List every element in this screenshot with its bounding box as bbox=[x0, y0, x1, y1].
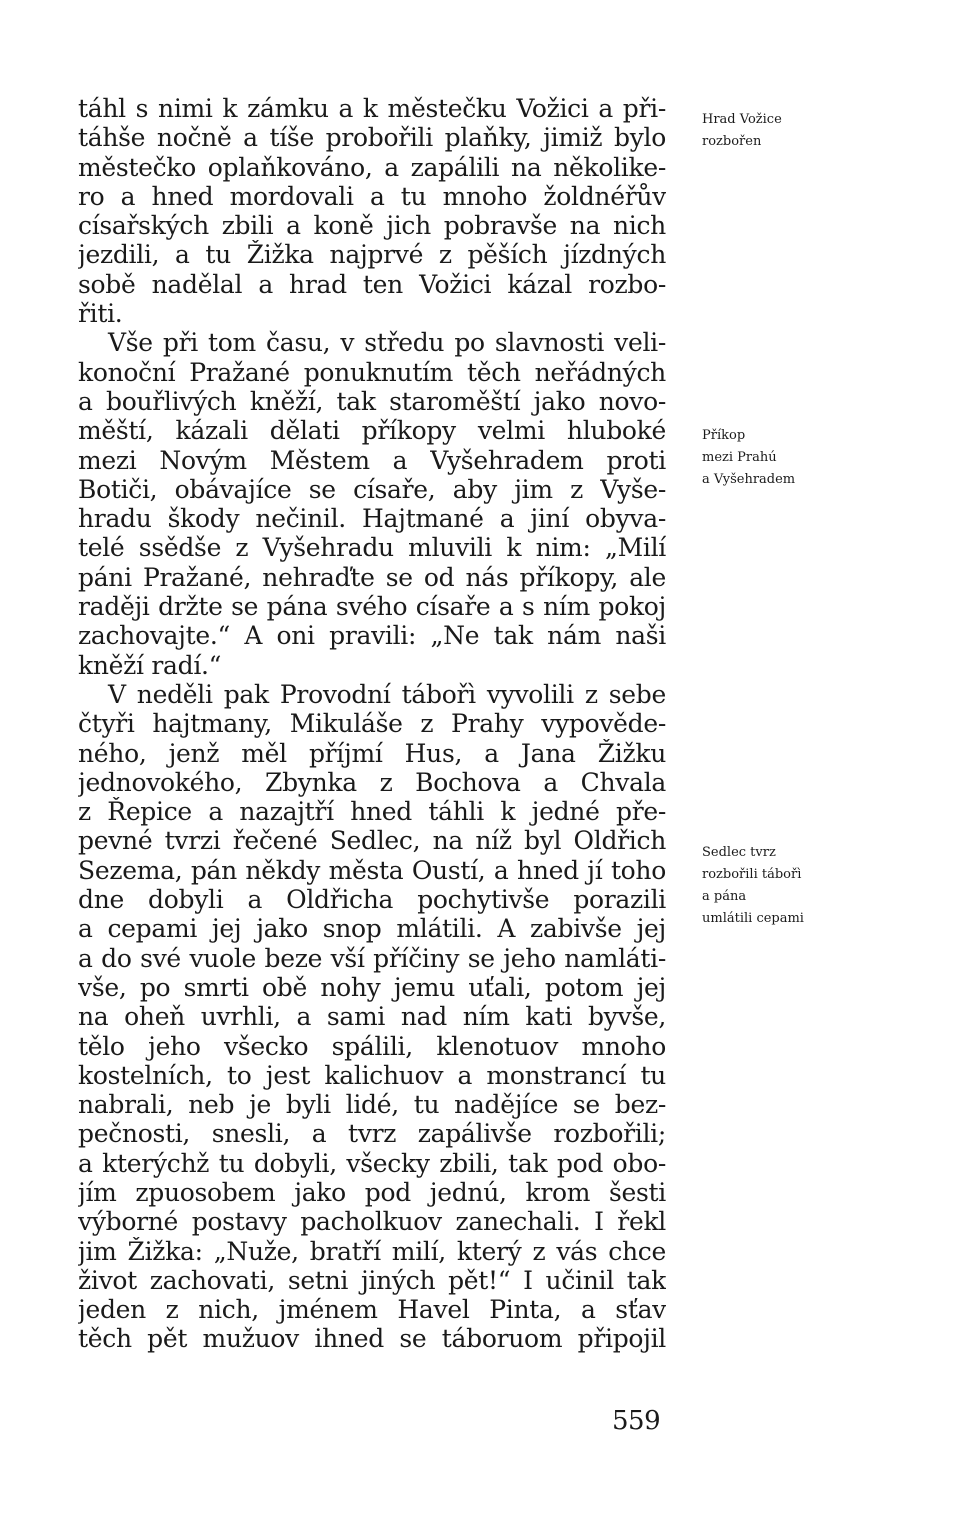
margin-note-line: rozbořen bbox=[702, 134, 762, 149]
margin-note-line: Příkop bbox=[702, 428, 746, 443]
text-line: V neděli pak Provodní tábořì vyvolili z sebe bbox=[108, 679, 666, 709]
text-line: císařských zbili a koně jich pobravše na nich bbox=[78, 211, 666, 241]
text-line: pevné tvrzi řečené Sedlec, na níž byl Oldřich bbox=[78, 826, 666, 856]
text-line: nabrali, neb je byli lidé, tu nadějíce se bez- bbox=[78, 1090, 666, 1120]
text-line: jím zpuosobem jako pod jednú, krom šesti bbox=[78, 1177, 666, 1207]
text-line: řiti. bbox=[78, 299, 123, 329]
margin-note-line: Sedlec tvrz bbox=[702, 845, 776, 860]
text-line: na oheň uvrhli, a sami nad ním kati byvše, bbox=[78, 1002, 666, 1032]
text-line: zachovajte.“ A oni pravili: „Ne tak nám naši bbox=[78, 621, 666, 651]
text-line: jezdili, a tu Žižka najprvé z pěších jízdných bbox=[78, 240, 666, 270]
page-number: 559 bbox=[612, 1406, 661, 1436]
margin-note-sedlec bbox=[702, 842, 902, 930]
margin-note-line: a Vyšehradem bbox=[702, 472, 796, 487]
text-line: pečnosti, snesli, a tvrz zapálivše rozbořili; bbox=[78, 1119, 666, 1149]
text-line: a cepami jej jako snop mlátili. A zabivše jej bbox=[78, 914, 666, 944]
text-line: telé ssědše z Vyšehradu mluvili k nim: „Milí bbox=[78, 533, 666, 563]
text-line: jednovokého, Zbynka z Bochova a Chvala bbox=[78, 767, 666, 797]
text-line: tělo jeho všecko spálili, klenotuov mnoho bbox=[78, 1031, 666, 1061]
text-line: Sezema, pán někdy města Oustí, a hned jí toho bbox=[78, 855, 666, 885]
text-line: výborné postavy pacholkuov zanechali. I řekl bbox=[78, 1207, 666, 1237]
text-line: ro a hned mordovali a tu mnoho žoldnéřův bbox=[78, 181, 666, 211]
text-line: raději držte se pána svého císaře a s ním pokoj bbox=[78, 592, 666, 622]
text-line: a kterýchž tu dobyli, všecky zbili, tak pod obo- bbox=[78, 1148, 666, 1178]
text-line: kněží radí.“ bbox=[78, 650, 222, 680]
text-line: konoční Pražané ponuknutím těch neřádných bbox=[78, 357, 666, 387]
margin-note-line: umlátili cepami bbox=[702, 911, 804, 926]
text-line: sobě nadělal a hrad ten Vožici kázal rozbo- bbox=[78, 269, 666, 299]
text-line: čtyři hajtmany, Mikuláše z Prahy vypověde- bbox=[78, 709, 666, 739]
text-line: Vše při tom času, v středu po slavnosti veli- bbox=[108, 328, 666, 358]
text-line: a bouřlivých kněží, tak staroměští jako novo- bbox=[78, 386, 666, 416]
text-line: Botiči, obávajíce se císaře, aby jim z Vyše- bbox=[78, 474, 666, 504]
text-line: měští, kázali dělati příkopy velmi hluboké bbox=[78, 416, 666, 446]
text-line: jim Žižka: „Nuže, bratří milí, který z vás chce bbox=[78, 1236, 666, 1266]
margin-note-line: Hrad Vožice bbox=[702, 112, 782, 127]
margin-note-line: rozbořili tábořì bbox=[702, 867, 802, 882]
margin-note-vozice bbox=[702, 109, 902, 153]
text-line: táhše nočně a tíše probořili plaňky, jimiž bylo bbox=[78, 123, 666, 153]
text-line: z Řepice a nazajtří hned táhli k jedné pře- bbox=[78, 797, 666, 827]
text-line: život zachovati, setni jiných pět!“ I učinil tak bbox=[78, 1265, 666, 1295]
text-line: těch pět mužuov ihned se táboruom připojil bbox=[78, 1324, 666, 1354]
text-line: městečko oplaňkováno, a zapálili na několike- bbox=[78, 152, 666, 182]
text-line: vše, po smrti obě nohy jemu uťali, potom jej bbox=[78, 972, 666, 1002]
text-line: ného, jenž měl příjmí Hus, a Jana Žižku bbox=[78, 738, 666, 768]
text-line: páni Pražané, nehraďte se od nás příkopy, ale bbox=[78, 562, 666, 592]
text-line: mezi Novým Městem a Vyšehradem proti bbox=[78, 445, 666, 475]
margin-note-line: mezi Prahú bbox=[702, 450, 777, 465]
margin-note-line: a pána bbox=[702, 889, 747, 904]
text-line: dne dobyli a Oldřicha pochytivše porazili bbox=[78, 885, 666, 915]
body-text bbox=[78, 94, 666, 1354]
text-line: hradu škody nečinil. Hajtmané a jiní obyva- bbox=[78, 504, 666, 534]
text-line: kostelních, to jest kalichuov a monstrancí tu bbox=[78, 1060, 666, 1090]
text-line: a do své vuole beze vší příčiny se jeho namláti- bbox=[78, 943, 666, 973]
text-line: jeden z nich, jménem Havel Pinta, a sťav bbox=[78, 1295, 666, 1325]
margin-note-prikop bbox=[702, 425, 902, 491]
text-line: táhl s nimi k zámku a k městečku Vožici a při- bbox=[78, 94, 666, 123]
